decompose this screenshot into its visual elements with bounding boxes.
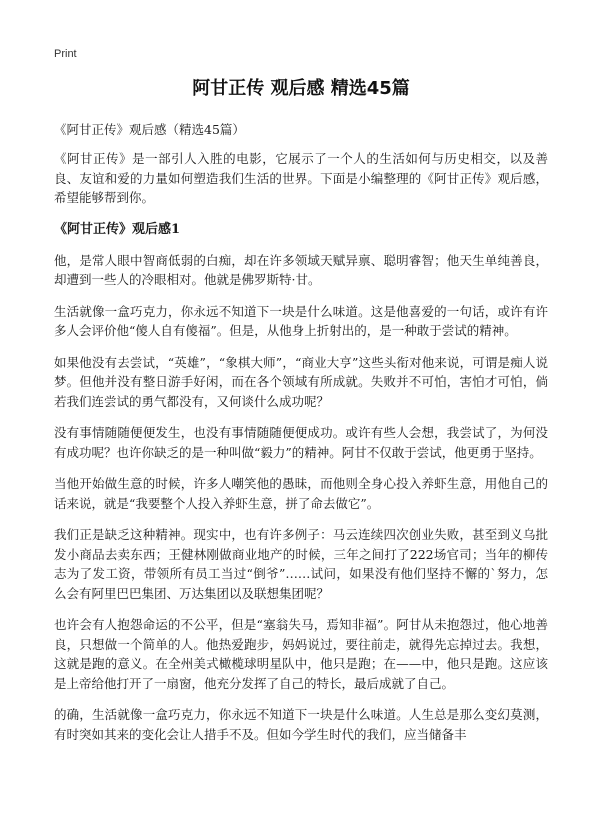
body-paragraph: 他，是常人眼中智商低弱的白痴，却在许多领域天赋异禀、聪明睿智；他天生单纯善良，却遭到一些人的冷眼相对。他就是佛罗斯特·甘。 — [54, 252, 548, 287]
body-paragraph: 生活就像一盒巧克力，你永远不知道下一块是什么味道。这是他喜爱的一句话，或许有许多人会评价他“傻人自有傻福”。但是，从他身上折射出的，是一种敢于尝试的精神。 — [54, 303, 548, 338]
document-subtitle: 《阿甘正传》观后感（精选45篇） — [54, 122, 245, 137]
body-paragraph: 我们正是缺乏这种精神。现实中，也有许多例子：马云连续四次创业失败，甚至到义乌批发小商品去卖东西；王健林刚做商业地产的时候，三年之间打了222场官司；当年的柳传志为了发工资，带领所有员工当过“倒爷”……试问，如果没有他们坚持不懈的`努力，怎么会有阿里巴巴集团、万达集团以及联想集团呢？ — [54, 527, 548, 601]
body-paragraph: 没有事情随随便便发生，也没有事情随随便便成功。或许有些人会想，我尝试了，为何没有成功呢？也许你缺乏的是一种叫做“毅力”的精神。阿甘不仅敢于尝试，他更勇于坚持。 — [54, 425, 548, 460]
body-paragraph: 的确，生活就像一盒巧克力，你永远不知道下一块是什么味道。人生总是那么变幻莫测，有时突如其来的变化会让人措手不及。但如今学生时代的我们，应当储备丰 — [54, 707, 548, 742]
body-paragraph: 也许会有人抱怨命运的不公平，但是“塞翁失马，焉知非福”。阿甘从未抱怨过，他心地善良，只想做一个简单的人。他热爱跑步，妈妈说过，要往前走，就得先忘掉过去。我想，这就是跑的意义。在全州美式橄榄球明星队中，他只是跑；在——中，他只是跑。这应该是上帝给他打开了一扇窗，他充分发挥了自己的特长，最后成就了自己。 — [54, 617, 548, 691]
section-heading: 《阿甘正传》观后感1 — [54, 221, 181, 237]
body-paragraph: 当他开始做生意的时候，许多人嘲笑他的愚昧，而他则全身心投入养虾生意，用他自己的话来说，就是“我要整个人投入养虾生意，拼了命去做它”。 — [54, 476, 548, 511]
document-title: 阿甘正传 观后感 精选45篇 — [192, 78, 410, 99]
body-paragraph: 如果他没有去尝试，“英雄”，“象棋大师”，“商业大亨”这些头衔对他来说，可谓是痴人说梦。但他并没有整日游手好闲，而在各个领域有所成就。失败并不可怕，害怕才可怕，倘若我们连尝试的勇气都没有，又何谈什么成功呢？ — [54, 354, 548, 409]
intro-paragraph: 《阿甘正传》是一部引人入胜的电影，它展示了一个人的生活如何与历史相交，以及善良、友谊和爱的力量如何塑造我们生活的世界。下面是小编整理的《阿甘正传》观后感，希望能够帮到你。 — [54, 151, 548, 205]
print-label: Print — [54, 48, 77, 60]
